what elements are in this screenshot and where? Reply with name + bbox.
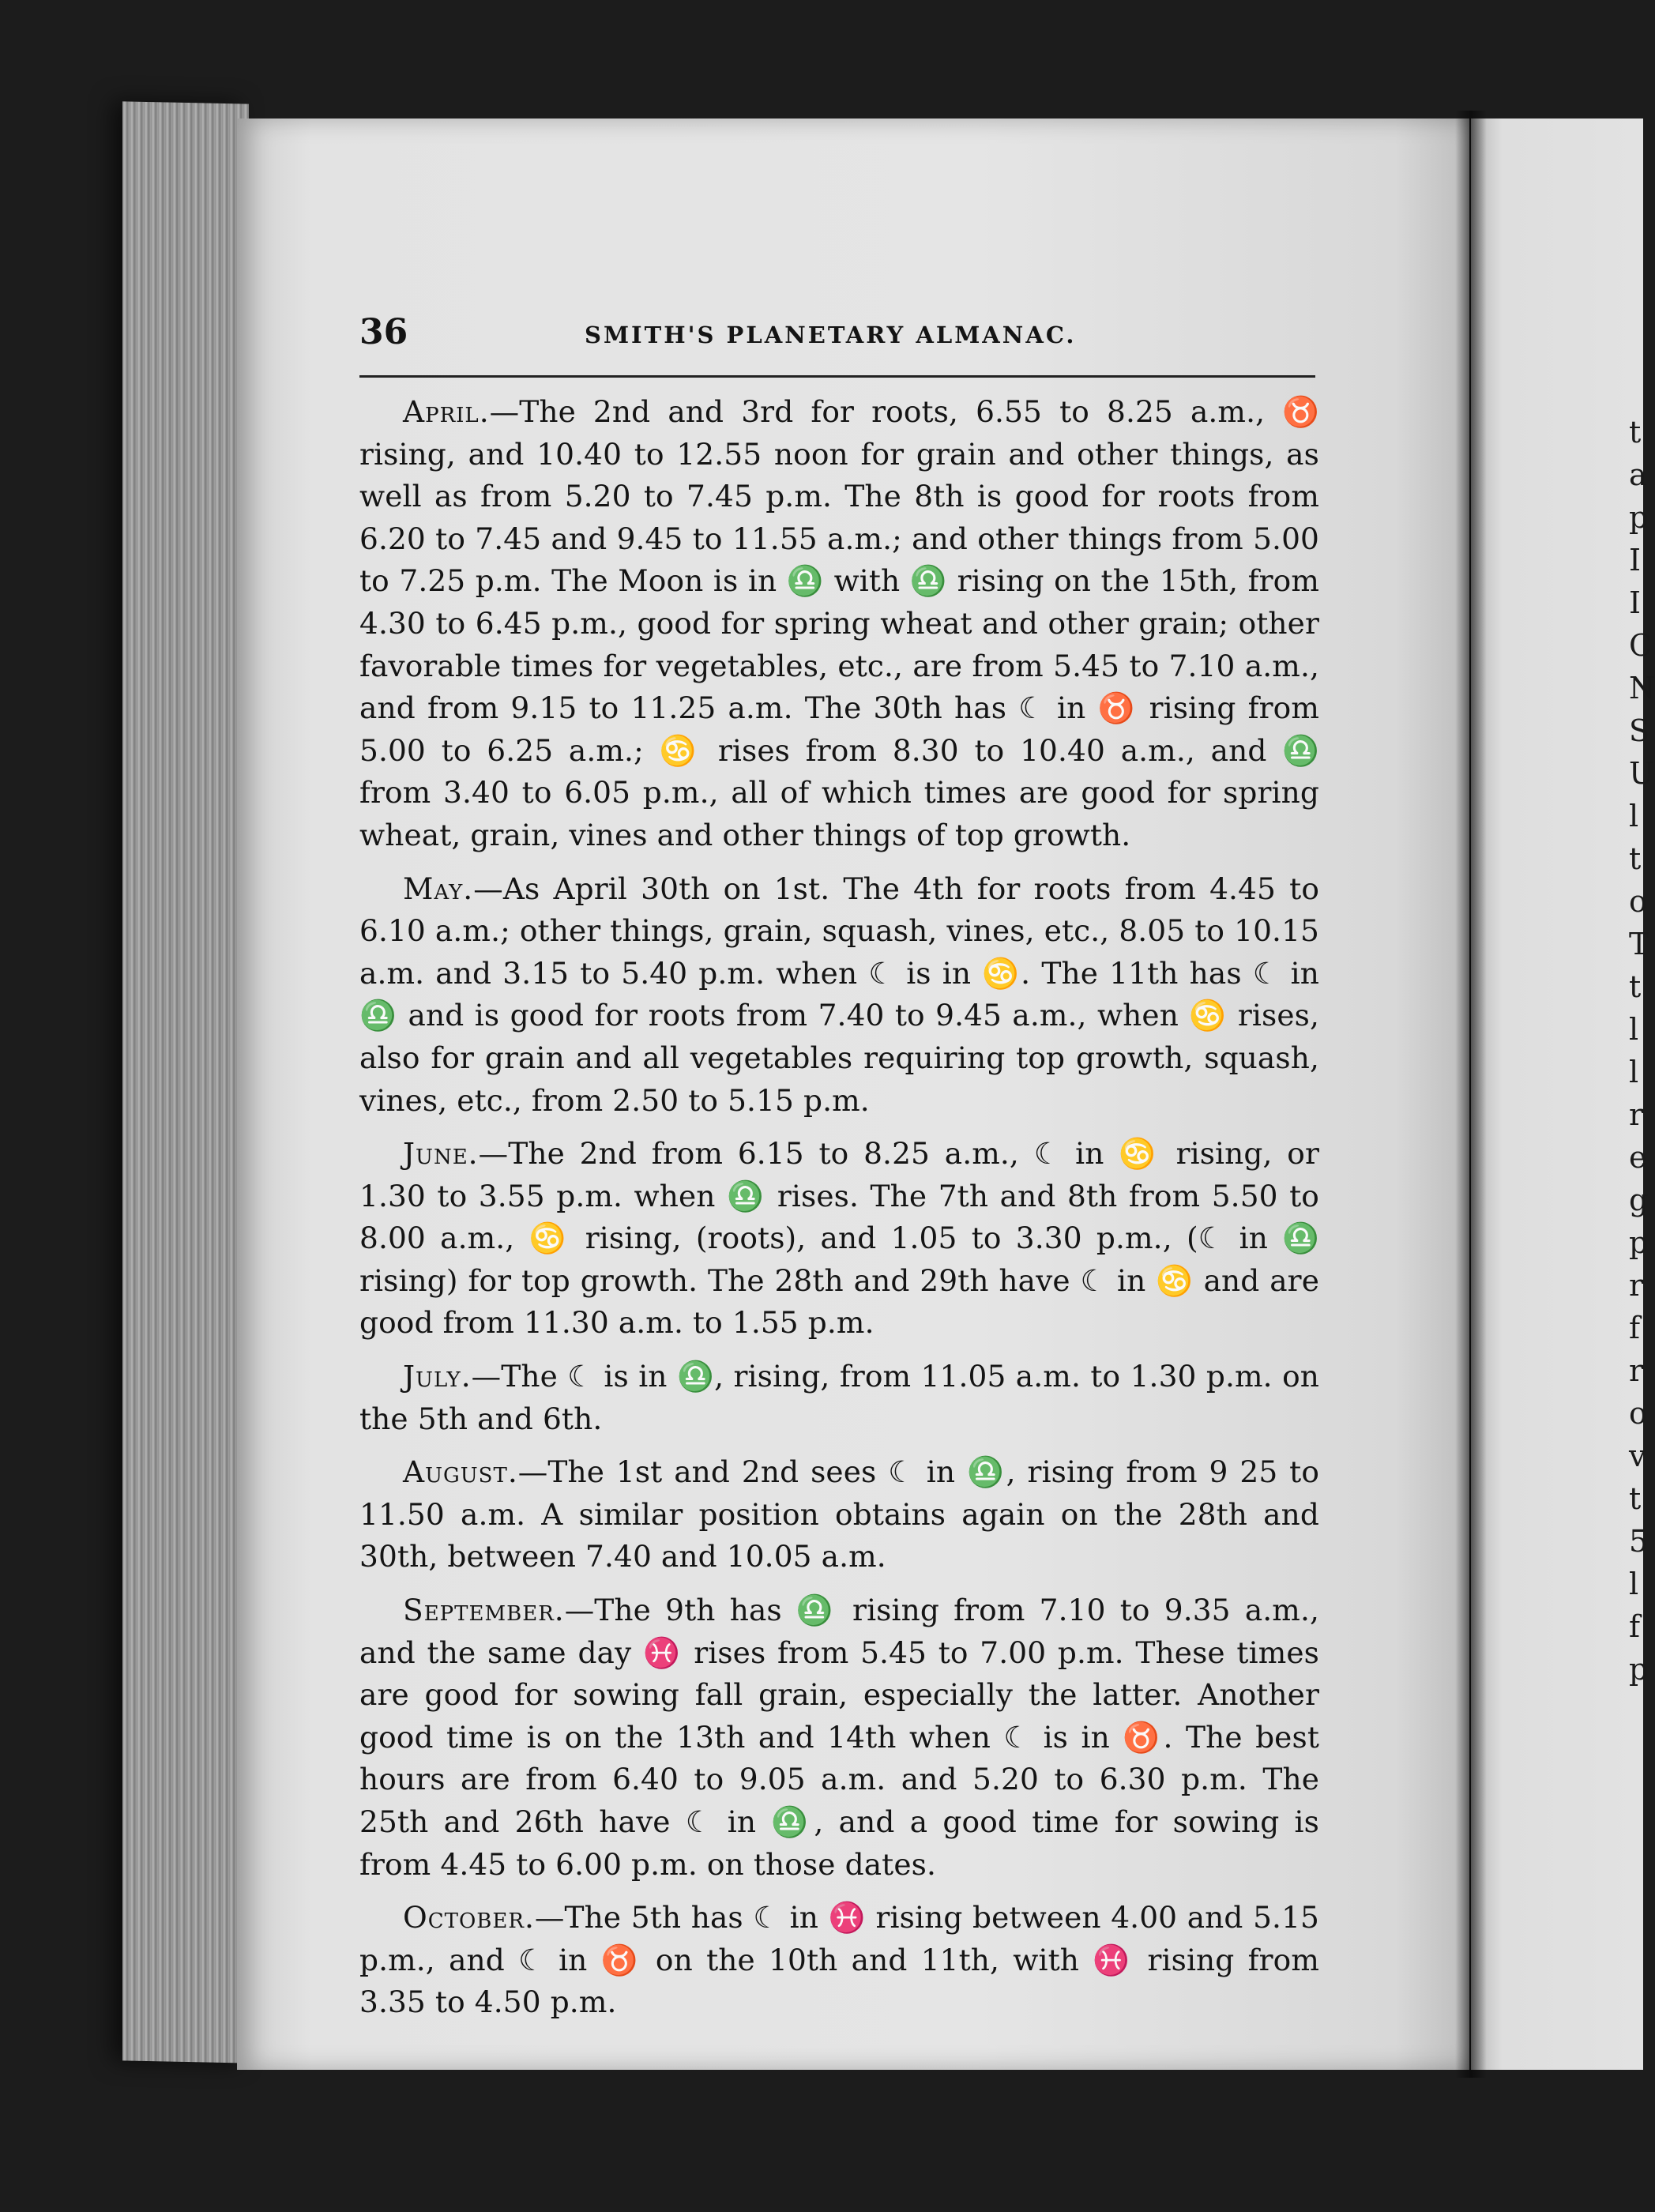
- paragraph-text: —The 1st and 2nd sees ☾ in ♎, rising from 9 25 to 11.50 a.m. A similar position obtains again on the 28th and 30th, between 7.40 and 10.05 a.m.: [359, 1454, 1319, 1574]
- paragraph-september: [359, 1589, 1319, 1886]
- month-heading: June.: [403, 1136, 479, 1172]
- month-heading: July.: [403, 1359, 472, 1394]
- paragraph-text: —As April 30th on 1st. The 4th for roots from 4.45 to 6.10 a.m.; other things, grain, squash, vines, etc., 8.05 to 10.15 a.m. and 3.15 to 5.40 p.m. when ☾ is in ♋. The 11th has ☾ in ♎ and is good for roots from 7.40 to 9.45 a.m., when ♋ rises, also for grain and all vegetables requiring top growth, squash, vines, etc., from 2.50 to 5.15 p.m.: [359, 871, 1319, 1118]
- left-page-text: [359, 312, 1323, 2020]
- facing-page-fragment: l: [1629, 1567, 1639, 1601]
- facing-page-fragment: t: [1629, 841, 1642, 876]
- paragraph-text: —The 2nd and 3rd for roots, 6.55 to 8.25 a.m., ♉ rising, and 10.40 to 12.55 noon for grain and other things, as well as from 5.20 to 7.45 p.m. The 8th is good for roots from 6.20 to 7.45 and 9.45 to 11.55 a.m.; and other things from 5.00 to 7.25 p.m. The Moon is in ♎ with ♎ rising on the 15th, from 4.30 to 6.45 p.m., good for spring wheat and other grain; other favorable times for vegetables, etc., are from 5.45 to 7.10 a.m., and from 9.15 to 11.25 a.m. The 30th has ☾ in ♉ rising from 5.00 to 6.25 a.m.; ♋ rises from 8.30 to 10.40 a.m., and ♎ from 3.40 to 6.05 p.m., all of which times are good for spring wheat, grain, vines and other things of top growth.: [359, 394, 1319, 852]
- page-number: 36: [359, 312, 408, 352]
- facing-page-fragment: l: [1629, 1055, 1639, 1089]
- facing-page-fragment: p: [1629, 500, 1649, 535]
- running-title: SMITH'S PLANETARY ALMANAC.: [585, 322, 1077, 348]
- facing-page-fragment: g: [1629, 1183, 1649, 1217]
- facing-page-fragment: t: [1629, 415, 1642, 450]
- paragraph-text: —The 9th has ♎ rising from 7.10 to 9.35 a.m., and the same day ♓ rises from 5.45 to 7.00 p.m. These times are good for sowing fall grain, especially the latter. Another good time is on the 13th and 14th when ☾ is in ♉. The best hours are from 6.40 to 9.05 a.m. and 5.20 to 6.30 p.m. The 25th and 26th have ☾ in ♎, and a good time for sowing is from 4.45 to 6.00 p.m. on those dates.: [359, 1593, 1319, 1882]
- facing-page-fragment: r: [1629, 1268, 1644, 1303]
- header-rule: [359, 375, 1315, 378]
- facing-page-fragment: v: [1629, 1439, 1646, 1473]
- facing-page-fragment: f: [1629, 1609, 1641, 1644]
- paragraph-text: —The 2nd from 6.15 to 8.25 a.m., ☾ in ♋ rising, or 1.30 to 3.55 p.m. when ♎ rises. The 7th and 8th from 5.50 to 8.00 a.m., ♋ rising, (roots), and 1.05 to 3.30 p.m., (☾ in ♎ rising) for top growth. The 28th and 29th have ☾ in ♋ and are good from 11.30 a.m. to 1.55 p.m.: [359, 1136, 1319, 1341]
- book-gutter: [1455, 111, 1487, 2078]
- facing-page-fragment: S: [1629, 713, 1650, 748]
- paragraph-august: [359, 1451, 1319, 1578]
- paragraph-text: —The ☾ is in ♎, rising, from 11.05 a.m. to 1.30 p.m. on the 5th and 6th.: [359, 1359, 1319, 1436]
- month-heading: April.: [403, 394, 490, 429]
- facing-page-fragment: N: [1629, 671, 1655, 705]
- facing-page-fragment: o: [1629, 1396, 1647, 1431]
- facing-page-fragment: p: [1629, 1225, 1649, 1260]
- facing-page-fragment: I: [1629, 585, 1642, 620]
- facing-page-fragment: t: [1629, 969, 1642, 1004]
- page-block-edge: [122, 101, 249, 2063]
- body-text: [359, 391, 1319, 2035]
- month-heading: May.: [403, 871, 474, 906]
- paragraph-july: [359, 1356, 1319, 1440]
- facing-page-fragment: C: [1629, 628, 1653, 663]
- facing-page-fragment: o: [1629, 884, 1647, 919]
- facing-page-fragment: T: [1629, 927, 1649, 961]
- facing-page-fragment: a: [1629, 457, 1647, 492]
- facing-page-fragment: r: [1629, 1353, 1644, 1388]
- month-heading: October.: [403, 1900, 535, 1936]
- facing-page-fragment: r: [1629, 1097, 1644, 1132]
- paragraph-april: [359, 391, 1319, 857]
- paragraph-text: —The 5th has ☾ in ♓ rising between 4.00 and 5.15 p.m., and ☾ in ♉ on the 10th and 11th, with ♓ rising from 3.35 to 4.50 p.m.: [359, 1900, 1319, 2020]
- facing-page-fragment: U: [1629, 756, 1655, 791]
- facing-page-fragment: I: [1629, 543, 1642, 577]
- paragraph-october: [359, 1897, 1319, 2024]
- facing-page-fragment: f: [1629, 1311, 1641, 1345]
- facing-page-fragment: e: [1629, 1140, 1647, 1175]
- month-heading: September.: [403, 1593, 565, 1628]
- month-heading: August.: [403, 1454, 518, 1490]
- facing-page-fragment: l: [1629, 1012, 1639, 1047]
- facing-page-fragments: [1629, 411, 1655, 1691]
- paragraph-may: [359, 868, 1319, 1123]
- facing-page-fragment: 5: [1629, 1524, 1649, 1559]
- facing-page-fragment: p: [1629, 1652, 1649, 1687]
- running-head: [359, 312, 1323, 359]
- facing-page-fragment: t: [1629, 1481, 1642, 1516]
- right-page: [1471, 118, 1655, 2070]
- facing-page-fragment: l: [1629, 799, 1639, 833]
- paragraph-june: [359, 1133, 1319, 1345]
